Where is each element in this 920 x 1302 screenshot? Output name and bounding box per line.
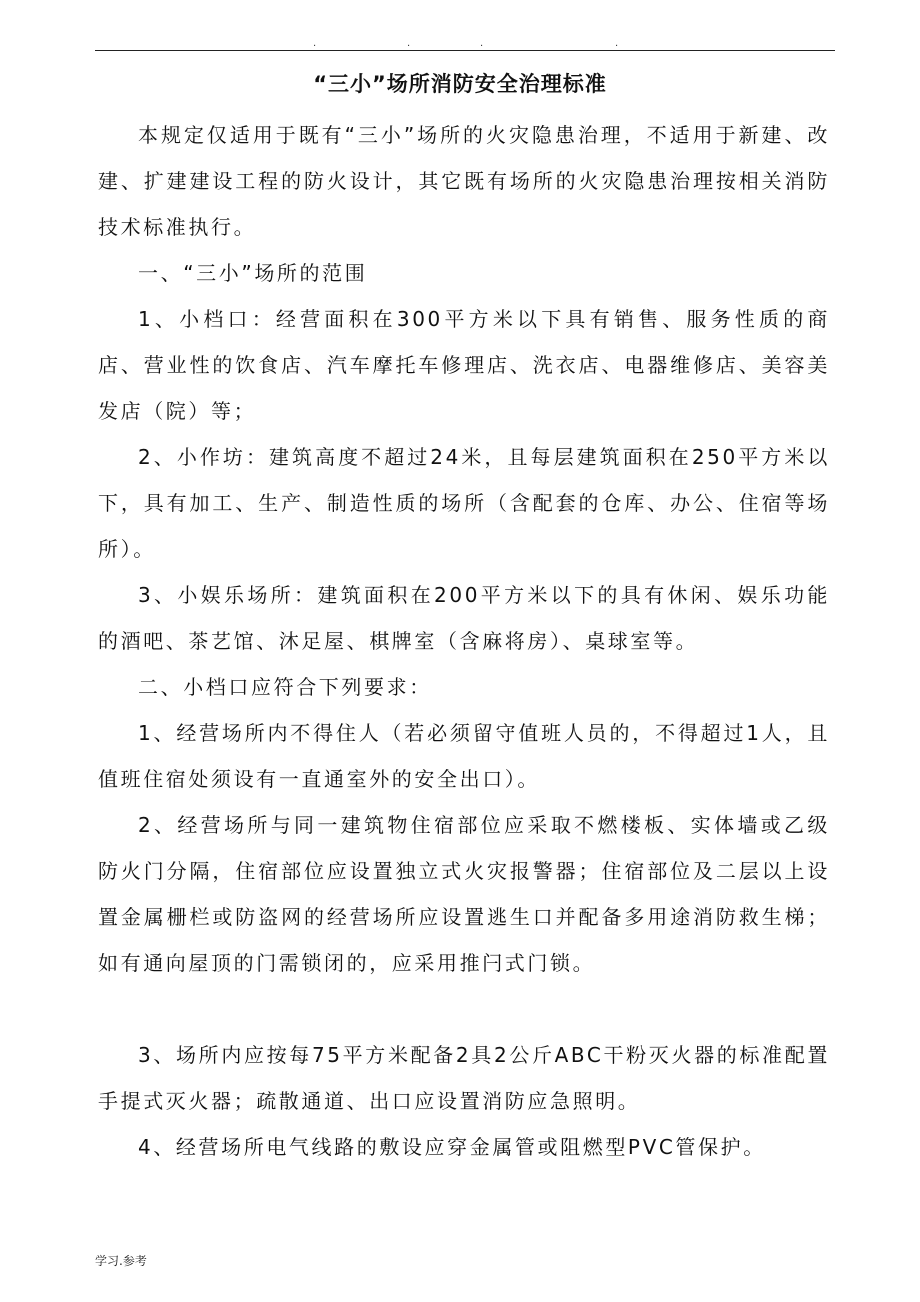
requirement-item-4: 4、经营场所电气线路的敷设应穿金属管或阻燃型PVC管保护。 xyxy=(138,1135,766,1159)
section-heading-scope: 一、“三小”场所的范围 xyxy=(138,261,368,285)
scope-item-small-shop: 1、小档口：经营面积在300平方米以下具有销售、服务性质的商店、营业性的饮食店、汽车摩托车修理店、洗衣店、电器维修店、美容美发店（院）等； xyxy=(98,307,830,423)
header-rule xyxy=(95,50,835,51)
requirement-item-2: 2、经营场所与同一建筑物住宿部位应采取不燃楼板、实体墙或乙级防火门分隔，住宿部位应设置独立式火灾报警器；住宿部位及二层以上设置金属栅栏或防盗网的经营场所应设置逃生口并配备多用途消防救生梯；如有通向屋顶的门需锁闭的，应采用推闩式门锁。 xyxy=(98,813,830,975)
document-body xyxy=(98,112,830,1170)
scope-item-small-workshop: 2、小作坊：建筑高度不超过24米，且每层建筑面积在250平方米以下，具有加工、生产、制造性质的场所（含配套的仓库、办公、住宿等场所）。 xyxy=(98,445,830,561)
page-footer: 学习.参考 xyxy=(95,1254,147,1268)
header-dot: . xyxy=(313,38,317,49)
header-dot: . xyxy=(615,38,619,49)
requirement-item-3: 3、场所内应按每75平方米配备2具2公斤ABC干粉灭火器的标准配置手提式灭火器；疏散通道、出口应设置消防应急照明。 xyxy=(98,1043,830,1113)
scope-item-small-entertainment: 3、小娱乐场所：建筑面积在200平方米以下的具有休闲、娱乐功能的酒吧、茶艺馆、沐足屋、棋牌室（含麻将房）、桌球室等。 xyxy=(98,583,830,653)
document-title: “三小”场所消防安全治理标准 xyxy=(313,72,607,96)
header-dot: . xyxy=(407,38,411,49)
header-dot: . xyxy=(480,38,484,49)
paragraph-gap xyxy=(98,986,830,1032)
section-heading-shop-requirements: 二、小档口应符合下列要求： xyxy=(138,675,432,699)
requirement-item-1: 1、经营场所内不得住人（若必须留守值班人员的，不得超过1人，且值班住宿处须设有一直通室外的安全出口）。 xyxy=(98,721,830,791)
intro-paragraph: 本规定仅适用于既有“三小”场所的火灾隐患治理，不适用于新建、改建、扩建建设工程的防火设计，其它既有场所的火灾隐患治理按相关消防技术标准执行。 xyxy=(98,123,830,239)
